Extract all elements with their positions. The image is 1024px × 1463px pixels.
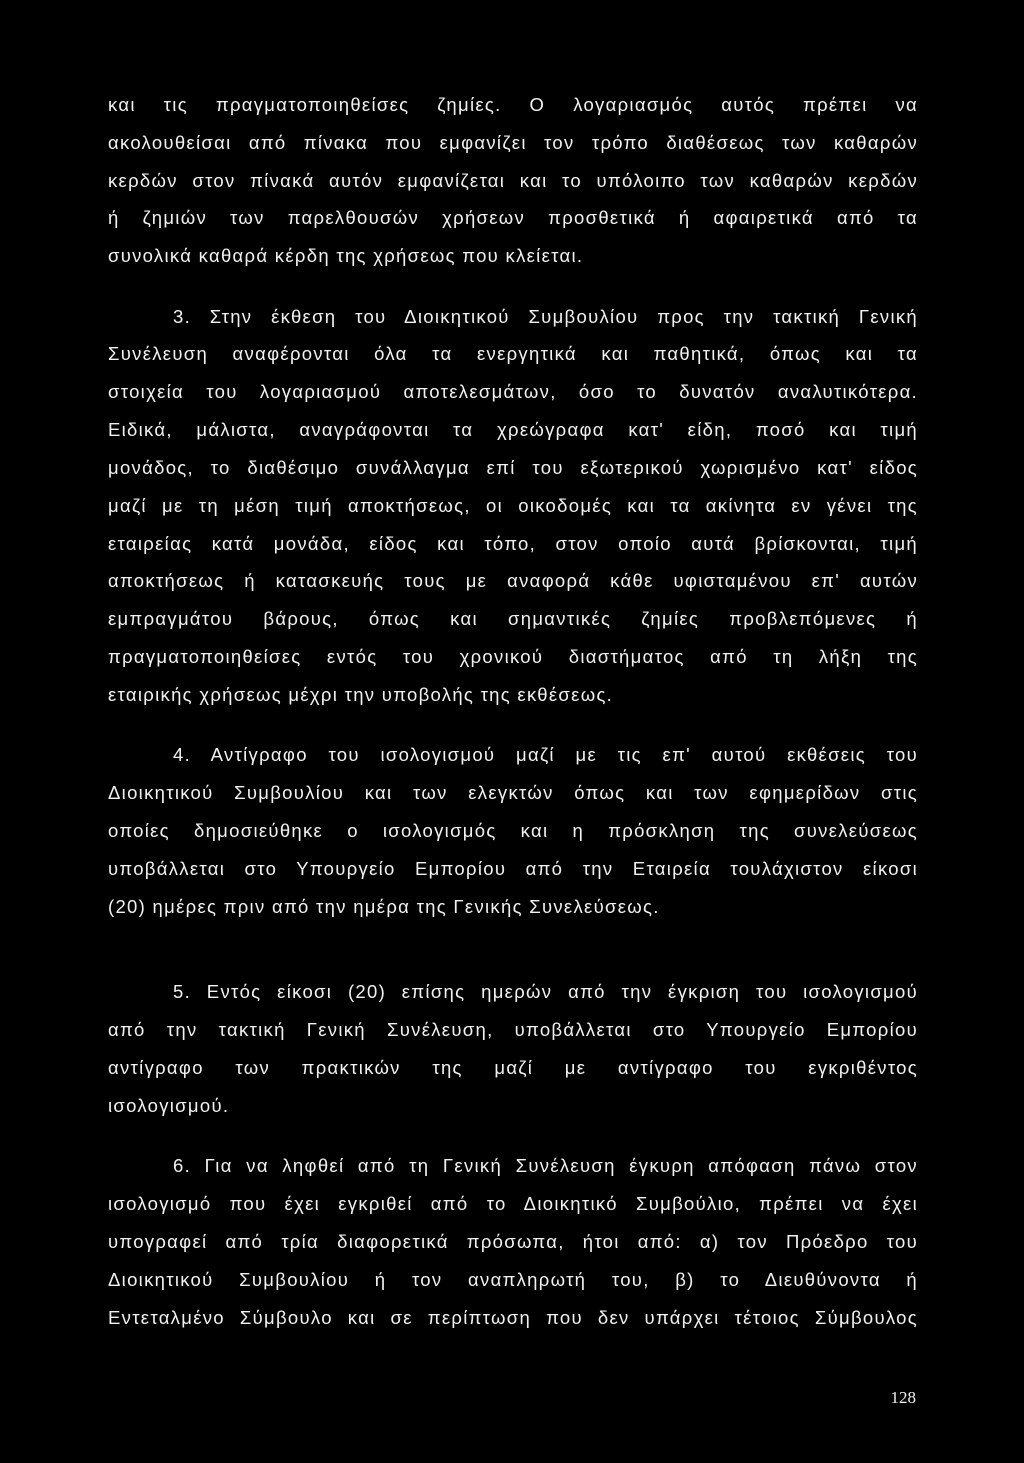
text-line: εταιρικής χρήσεως μέχρι την υποβολής της εκθέσεως. bbox=[108, 684, 614, 705]
text-line: μονάδος, το διαθέσιμο συνάλλαγμα επί του εξωτερικού χωρισμένο κατ' είδος bbox=[108, 457, 918, 478]
paragraph-3-start: 3. Στην έκθεση του Διοικητικού Συμβουλίου προς την τακτική Γενική bbox=[173, 306, 918, 327]
text-line: οποίες δημοσιεύθηκε ο ισολογισμός και η πρόσκληση της συνελεύσεως bbox=[108, 820, 918, 841]
text-line: από την τακτική Γενική Συνέλευση, υποβάλλεται στο Υπουργείο Εμπορίου bbox=[108, 1019, 918, 1040]
text-line: αποκτήσεως ή κατασκευής τους με αναφορά κάθε υφισταμένου επ' αυτών bbox=[108, 570, 918, 591]
text-line: στοιχεία του λογαριασμού αποτελεσμάτων, όσο το δυνατόν αναλυτικότερα. bbox=[108, 381, 918, 402]
text-line: εμπραγμάτου βάρους, όπως και σημαντικές ζημίες προβλεπόμενες ή bbox=[108, 608, 918, 629]
paragraph-6-start: 6. Για να ληφθεί από τη Γενική Συνέλευση έγκυρη απόφαση πάνω στον bbox=[173, 1155, 918, 1176]
text-line: συνολικά καθαρά κέρδη της χρήσεως που κλείεται. bbox=[108, 245, 584, 266]
paragraph-4-start: 4. Αντίγραφο του ισολογισμού μαζί με τις επ' αυτού εκθέσεις του bbox=[173, 744, 918, 765]
text-line: Εντεταλμένο Σύμβουλο και σε περίπτωση που δεν υπάρχει τέτοιος Σύμβουλος bbox=[108, 1307, 918, 1328]
text-line: Διοικητικού Συμβουλίου ή τον αναπληρωτή του, β) το Διευθύνοντα ή bbox=[108, 1269, 918, 1290]
text-line: υπογραφεί από τρία διαφορετικά πρόσωπα, ήτοι από: α) τον Πρόεδρο του bbox=[108, 1231, 918, 1252]
text-line: Ειδικά, μάλιστα, αναγράφονται τα χρεώγραφα κατ' είδη, ποσό και τιμή bbox=[108, 419, 918, 440]
page-number: 128 bbox=[890, 1388, 916, 1407]
paragraph-5-start: 5. Εντός είκοσι (20) επίσης ημερών από την έγκριση του ισολογισμού bbox=[173, 981, 918, 1002]
text-line: εταιρείας κατά μονάδα, είδος και τόπο, στον οποίο αυτά βρίσκονται, τιμή bbox=[108, 533, 918, 554]
text-line: κερδών στον πίνακά αυτόν εμφανίζεται και το υπόλοιπο των καθαρών κερδών bbox=[108, 170, 918, 191]
text-line: (20) ημέρες πριν από την ημέρα της Γενικής Συνελεύσεως. bbox=[108, 896, 660, 917]
text-line: αντίγραφο των πρακτικών της μαζί με αντίγραφο του εγκριθέντος bbox=[108, 1057, 918, 1078]
text-line: ισολογισμό που έχει εγκριθεί από το Διοικητικό Συμβούλιο, πρέπει να έχει bbox=[108, 1193, 918, 1214]
text-line: ισολογισμού. bbox=[108, 1095, 230, 1116]
text-line: ακολουθείσαι από πίνακα που εμφανίζει τον τρόπο διαθέσεως των καθαρών bbox=[108, 132, 918, 153]
text-line: ή ζημιών των παρελθουσών χρήσεων προσθετικά ή αφαιρετικά από τα bbox=[108, 207, 918, 228]
text-line: και τις πραγματοποιηθείσες ζημίες. Ο λογαριασμός αυτός πρέπει να bbox=[108, 94, 918, 115]
text-line: πραγματοποιηθείσες εντός του χρονικού διαστήματος από τη λήξη της bbox=[108, 646, 918, 667]
text-line: υποβάλλεται στο Υπουργείο Εμπορίου από την Εταιρεία τουλάχιστον είκοσι bbox=[108, 858, 918, 879]
text-line: Διοικητικού Συμβουλίου και των ελεγκτών όπως και των εφημερίδων στις bbox=[108, 782, 918, 803]
text-line: Συνέλευση αναφέρονται όλα τα ενεργητικά και παθητικά, όπως και τα bbox=[108, 343, 918, 364]
text-line: μαζί με τη μέση τιμή αποκτήσεως, οι οικοδομές και τα ακίνητα εν γένει της bbox=[108, 495, 918, 516]
